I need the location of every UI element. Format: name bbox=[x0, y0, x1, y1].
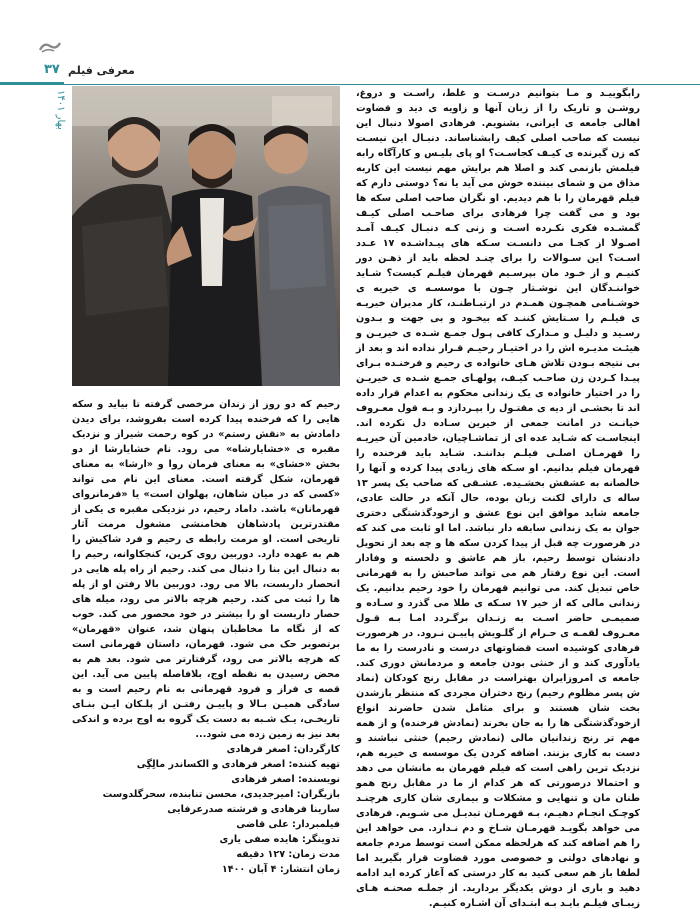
article-text-right: رابگوییـد و مـا بتوانیم درسـت و غلط، راسـت و دروغ، روشـن و تاریک را از زبان آنها و زاویه ی دید و قضاوت اهالی جامعه ی ایرانی، بشنویم. فرهادی اصولا دنبال این نیست که صاحب اصلی کیف رابشناساند. دنبـال این نیسـت که زن گیرنده ی کیـف کجاسـت؟ او پای بلیـس و کارآگاه رابه فیلمش بازنمی کند و اصلا هم برایش مهم نیست این کاربه مذاق من و شمای بیننده خوش می آید یا نه؟ دوستی دارم که فیلم قهرمان را با هم دیدیم. او نگران صاحب اصلی سکه ها بود و می گفت چرا فرهادی برای صاحـب اصلی کیـف گمشـده فکری نکـرده اسـت و زنی کـه دنبـال کیـف آمـد اصـولا از کجـا می دانسـت سـکه های پیـداشـده ۱۷ عـدد اسـت؟ این سـوالات را برای چنـد لحظه باید از ذهـن دور کنیـم و از خـود مان بپرسـیم قهرمان فیلـم کیست؟ شـاید خواننـدگان این نوشـتار چـون با موسسـه ی خیریه ی خوشـنامی همچـون همـدم در ارتبـاطنـد، کار مدیران خیریـه ی فیلـم را سـتایش کننـد که بیخـود و بی جهت و بـدون رسـید و دلیـل و مـدارک کافی پـول جمـع شـده ی خیریـن و هیئـت مدیـره اش را در اختیـار رحیـم قـرار نداده اند و بعد از بی نتیجه بـودن تلاش هـای خانواده ی رحیم و فرخنـده بـرای پیـدا کـردن زن صاحـب کیـف، پولهـای جمـع شـده ی خیریـن را در اختیار خانواده ی یک زندانی محکوم به اعدام قرار داده اند تا بخشـی از دیه ی مقتـول را بپـردازد و بـه قول معـروف خیانـت در امانت جمعی از خیرین سـاده دل نکرده اند. اینجاسـت که شـاید عده ای از تماشـاچیان، خادمین آن خیریـه را قهرمـان اصلـی فیلـم بداننـد. شـاید باید فرخنده را قهرمان فیلم بدانیم. او سـکه های زیادی پیدا کرده و آنها را خالصانه به عشقش بخشـیده. عشـقی که صاحب یک پسر ۱۳ ساله ی دارای لکنت زبان بوده، حال آنکه در حالت عادی، جامعه شاید موافق این نوع عشق و ازخودگذشتگی دختری جوان به یک زندانی سابقه دار نباشد. اما او ثابت می کند که در هرصورت چه قبل از پیدا کردن سکه ها و چه بعد از تحویل دادنشان توسط رحیم، باز هم عاشق و دلخسته و وفادار است. این نوع رفتار هم می تواند صاحبش را به قهرمانی خاص تبدیل کند. می توانیم قهرمان را خود رحیم بدانیم. یک زندانی مالی که از خیر ۱۷ سـکه ی طلا می گذرد و سـاده و صمیمـی حاضر اسـت به زنـدان برگـردد امـا بـه قـول معـروف لقمـه ی حـرام از گلـویش پاییـن نـرود. در هرصورت فرهادی کوشیده است قضاوتهای درست و نادرست را به ما یادآوری کند و از خنثی بودن جامعه و مردمانش دوری کند. جامعه ی امروزایران بهتراست در مقابل رنج کودکان (نماد ش پسر مظلوم رحیم) رنج دختران مجردی که منتظر بازشدن بخت شان هستند و برای مثامل شدن حاضرند انواع ازخودگذشتگی ها را به جان بخرند (نمادش فرخنده) و از همه مهم تر رنج زندانیان مالی (نمادش رحیم) خنثی نباشند و دست به کاری بزنند. اضافه کردن یک موسسه ی خیریه هم، نزدیک ترین راهی است که فیلم قهرمان به مانشان می دهد و احتمالا درصورتی که هر کدام از ما در مقابل رنج همو طنان مان و تنهایی و مشکلات و بیماری شان کاری هرچنـد کوچـک انجـام دهیـم، بـه قهرمـان تبدیـل می شـویم. فرهادی می خواهد بگویـد قهرمـان شـاخ و دم نـدارد. می خواهد این را هم اضافه کند که هرلحظه ممکن است توسط مردم جامعه و نهادهای دولتی و خصوصی مورد قضاوت قرار بگیرید اما لطفا باز هم سعی کنید به کار درستی که آغاز کرده اید ادامه دهید و باری از دوش یکدیگر بردارید. از جملـه صحنـه هـای زیبـای فیلـم بایـد بـه ابتـدای آن اشـاره کنیـم. bbox=[356, 88, 641, 909]
credit-director: کارگردان: اصغر فرهادی bbox=[226, 744, 340, 755]
magazine-logo-icon bbox=[38, 40, 62, 54]
credit-release-date: زمان انتشار: ۴ آبان ۱۴۰۰ bbox=[221, 864, 340, 875]
credit-producer: تهیه کننده: اصغر فرهادی و الکساندر مالِگِی bbox=[136, 759, 340, 770]
issue-date: بهار ۱۴۰۱ bbox=[55, 90, 66, 130]
header-rule bbox=[0, 84, 700, 85]
section-title: معرفی فیلم bbox=[68, 64, 135, 77]
credit-runtime: مدت زمان: ۱۲۷ دقیقه bbox=[236, 849, 340, 860]
header-accent-rule bbox=[0, 82, 64, 85]
page-number: ۳۷ bbox=[44, 62, 60, 77]
film-credits bbox=[72, 742, 340, 877]
credit-editor: تدوینگر: هایده صفی یاری bbox=[219, 834, 340, 845]
credit-cast-continued: سارینا فرهادی و فرشته صدرعرفایی bbox=[167, 804, 340, 815]
article-text-left: رحیم که دو روز از زندان مرخصی گرفته تا بیاید و سکه هایی را که فرخنده پیدا کرده است بفروشد، برای دیدن دامادش به «نقش رستم» در کوه رحمت شیراز و نزدیک مقبره ی «خشایارشاه» می رود. نام خشایارشا از دو بخش «خشای» به معنای فرمان روا و «ارشا» به معنای قهرمان، شکل گرفته است. معنای این نام می تواند «کسی که در میان شاهان، پهلوان است» یا «فرمانروای قهرمانان» باشد. داماد رحیم، در نزدیکی مقبره ی یکی از مقتدرترین پادشاهان هخامنشی مشغول مرمت آثار تاریخی است. او مرمت رابطه ی رحیم و فرد شاکیش را هم به عهده دارد. دوربین روی کرین، کنجکاوانه، رحیم را به دنبال این بنا را دنبال می کند. رحیم از راه پله هایی در انحصار داربست، بالا می رود. دوربین بالا رفتن او از پله ها را ثبت می کند. رحیم هرچه بالاتر می رود، میله های حصار داربست او را بیشتر در خود محصور می کند. خوب که از نگاه ما مخاطبان پنهان شد، عنوان «قهرمان» برتصویر حک می شود. قهرمان، داستان قهرمانی است که هرچه بالاتر می رود، گرفتارتر می شود. بعد هم به محض رسیدن به نقطه اوج، بلافاصله پایین می آید. این قصه ی فراز و فرود قهرمانی به نام رحیم است و به سادگی همیـن بـالا و پاییـن رفتـن از پلـکان ایـن بنـای تاریخـی، یـک شـبه به دست یک گروه به اوج برده و اندکی بعد نیز به زمین زده می شود... bbox=[72, 399, 340, 740]
article-left-column bbox=[72, 397, 340, 887]
credit-cast: بازیگران: امیرجدیدی، محسن تنابنده، سحرگلدوست bbox=[102, 789, 340, 800]
credit-cinematographer: فیلمبردار: علی قاضی bbox=[236, 819, 340, 830]
credit-writer: نویسنده: اصغر فرهادی bbox=[231, 774, 340, 785]
article-right-column bbox=[356, 86, 640, 911]
page-sidebar bbox=[0, 0, 66, 900]
film-still-image bbox=[72, 86, 340, 386]
